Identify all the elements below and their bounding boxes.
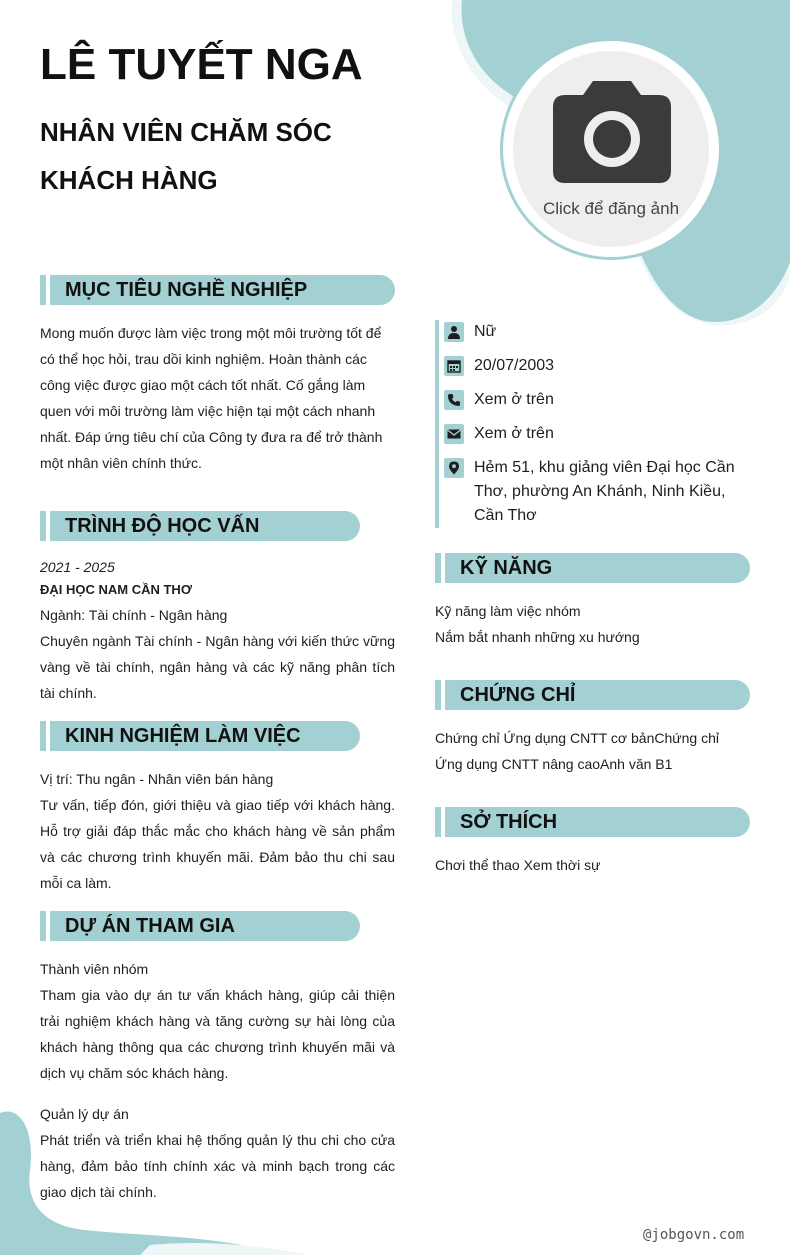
job-title: NHÂN VIÊN CHĂM SÓC KHÁCH HÀNG (40, 117, 332, 195)
experience-position: Vị trí: Thu ngân - Nhân viên bán hàng (40, 771, 274, 787)
section-heading-hobbies (435, 807, 750, 837)
section-heading-objective (40, 275, 395, 305)
project-description: Phát triển và triển khai hệ thống quản lý thu chi cho cửa hàng, đảm bảo tính chính xác và minh bạch trong các giao dịch tài chính. (40, 1132, 395, 1200)
skill-item: Kỹ năng làm việc nhóm (435, 603, 581, 619)
objective-text: Mong muốn được làm việc trong một môi trường tốt để có thể học hỏi, trau dồi kinh nghiệm. Hoàn thành các công việc được giao một cách tốt nhất. Cố gắng làm quen với môi trường làm việc hiện tại một cách nhanh nhất. Đáp ứng tiêu chí của Công ty đưa ra để trở thành một nhân viên chính thức. (40, 325, 383, 471)
education-major: Ngành: Tài chính - Ngân hàng (40, 607, 228, 623)
person-icon (444, 322, 464, 342)
skill-item: Nắm bắt nhanh những xu hướng (435, 629, 640, 645)
camera-icon (553, 79, 671, 183)
experience-description: Tư vấn, tiếp đón, giới thiệu và giao tiếp với khách hàng. Hỗ trợ giải đáp thắc mắc cho khách hàng về sản phẩm và các chương trình khuyến mãi. Đảm bảo thu chi sau mỗi ca làm. (40, 797, 395, 891)
project-description: Tham gia vào dự án tư vấn khách hàng, giúp cải thiện trải nghiệm khách hàng và tăng cường sự hài lòng của khách hàng thông qua các chương trình khuyến mãi và dịch vụ chăm sóc khách hàng. (40, 987, 395, 1081)
contact-address: Hẻm 51, khu giảng viên Đại học Cần Thơ, phường An Khánh, Ninh Kiều, Cần Thơ (474, 459, 735, 524)
section-heading-label: MỤC TIÊU NGHỀ NGHIỆP (65, 279, 308, 301)
education-school: ĐẠI HỌC NAM CẦN THƠ (40, 582, 192, 597)
profile-photo-upload[interactable] (500, 38, 722, 260)
hobbies-text: Chơi thể thao Xem thời sự (435, 857, 601, 873)
photo-placeholder[interactable] (513, 51, 709, 247)
contact-birthday: 20/07/2003 (474, 357, 555, 374)
contact-email: Xem ở trên (474, 425, 554, 442)
project-role: Thành viên nhóm (40, 961, 149, 977)
section-heading-label: DỰ ÁN THAM GIA (65, 915, 235, 937)
location-pin-icon (444, 458, 464, 478)
section-heading-projects (40, 911, 360, 941)
section-heading-certificates (435, 680, 750, 710)
education-period: 2021 - 2025 (40, 559, 115, 575)
photo-upload-label: Click để đăng ảnh (542, 199, 680, 218)
candidate-name: LÊ TUYẾT NGA (40, 40, 363, 89)
contact-gender: Nữ (474, 323, 497, 340)
certificates-text: Chứng chỉ Ứng dụng CNTT cơ bảnChứng chỉ Ứng dụng CNTT nâng caoAnh văn B1 (435, 730, 719, 772)
mail-icon (444, 424, 464, 444)
section-heading-skills (435, 553, 750, 583)
section-heading-label: SỞ THÍCH (460, 811, 558, 833)
section-heading-label: CHỨNG CHỈ (460, 684, 576, 706)
contact-accent-bar (435, 320, 439, 528)
contact-phone: Xem ở trên (474, 391, 554, 408)
calendar-icon (444, 356, 464, 376)
section-heading-label: TRÌNH ĐỘ HỌC VẤN (65, 515, 260, 537)
section-heading-label: KINH NGHIỆM LÀM VIỆC (65, 725, 301, 747)
section-heading-education (40, 511, 360, 541)
phone-icon (444, 390, 464, 410)
project-role: Quản lý dự án (40, 1106, 129, 1122)
education-description: Chuyên ngành Tài chính - Ngân hàng với kiến thức vững vàng về tài chính, ngân hàng và các kỹ năng phân tích tài chính. (40, 633, 395, 701)
section-heading-label: KỸ NĂNG (460, 557, 553, 579)
watermark: @jobgovn.com (643, 1227, 745, 1243)
section-heading-experience (40, 721, 360, 751)
